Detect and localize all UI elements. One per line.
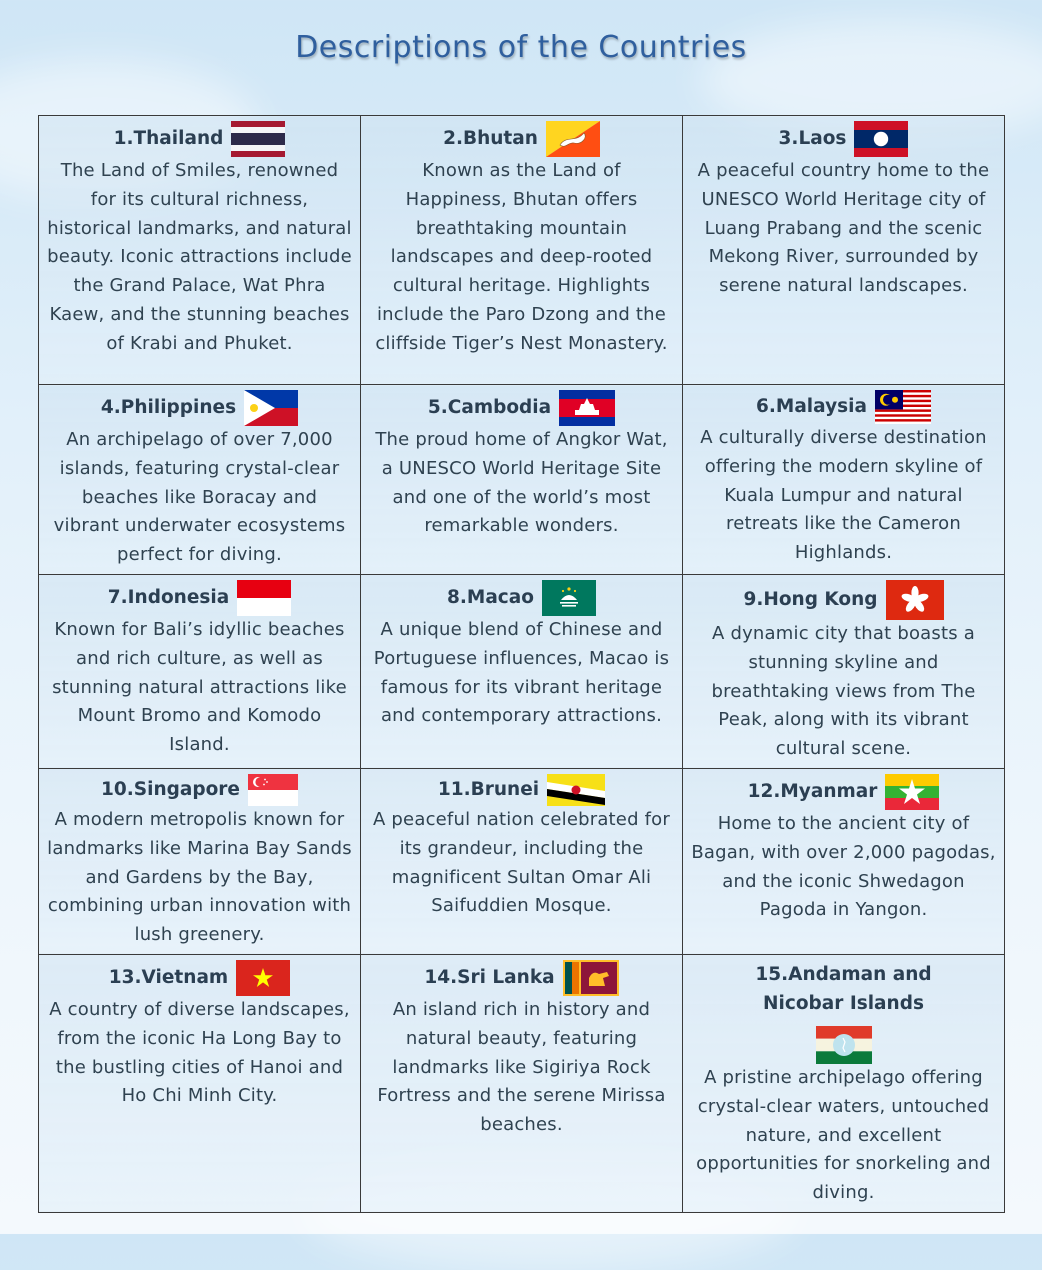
singapore-flag-icon (248, 774, 298, 806)
country-name: 9.Hong Kong (743, 588, 878, 610)
cambodia-flag-icon (559, 390, 615, 426)
country-name: 14.Sri Lanka (424, 966, 555, 988)
vietnam-flag-icon (236, 960, 290, 996)
malaysia-flag-icon (875, 390, 931, 424)
country-description: A modern metropolis known for landmarks like Marina Bay Sands and Gardens by the Bay, combining urban innovation with lush greenery. (47, 808, 352, 946)
brunei-flag-icon (547, 774, 605, 806)
country-description: A peaceful country home to the UNESCO World Heritage city of Luang Prabang and the scenic Mekong River, surrounded by serene natural landscapes. (697, 160, 990, 297)
country-name: 13.Vietnam (108, 966, 229, 988)
country-description: Home to the ancient city of Bagan, with over 2,000 pagodas, and the iconic Shwedagon Pagoda in Yangon. (691, 812, 996, 921)
country-cell-vietnam (39, 954, 361, 1212)
sri-lanka-flag-icon (563, 960, 619, 996)
country-description: A peaceful nation celebrated for its grandeur, including the magnificent Sultan Omar Ali Saifuddien Mosque. (373, 808, 670, 917)
country-description: An archipelago of over 7,000 islands, featuring crystal-clear beaches like Boracay and vibrant underwater ecosystems perfect for diving. (53, 429, 346, 566)
indonesia-flag-icon (237, 580, 291, 616)
page-title: Descriptions of the Countries (295, 30, 747, 65)
country-description: A pristine archipelago offering crystal-clear waters, untouched nature, and excellent opportunities for snorkeling and diving. (696, 1066, 991, 1204)
philippines-flag-icon (244, 390, 298, 426)
country-name: 15.Andaman and Nicobar Islands (755, 963, 932, 1014)
country-cell-thailand (39, 116, 361, 385)
country-description: A unique blend of Chinese and Portuguese influences, Macao is famous for its vibrant heritage and contemporary attractions. (373, 618, 670, 727)
myanmar-flag-icon (885, 774, 939, 810)
country-cell-andaman-nicobar (683, 954, 1005, 1212)
country-description: The Land of Smiles, renowned for its cultural richness, historical landmarks, and natural beauty. Iconic attractions include the Grand Palace, Wat Phra Kaew, and the stunning beaches of Krabi and Phuket. (47, 160, 352, 354)
country-name: 10.Singapore (101, 778, 240, 800)
country-cell-cambodia (361, 385, 683, 575)
country-name: 3.Laos (778, 128, 847, 149)
country-description: A dynamic city that boasts a stunning skyline and breathtaking views from The Peak, along with its vibrant cultural scene. (711, 622, 976, 760)
country-name: 7.Indonesia (107, 586, 230, 608)
bhutan-flag-icon (546, 121, 600, 157)
andaman-nicobar-flag-icon (816, 1026, 872, 1064)
country-cell-hong-kong (683, 574, 1005, 768)
country-description: Known as the Land of Happiness, Bhutan offers breathtaking mountain landscapes and deep-rooted cultural heritage. Highlights include the Paro Dzong and the cliffside Tiger’s Nest Monastery. (375, 160, 668, 354)
country-name: 2.Bhutan (443, 128, 538, 149)
country-cell-indonesia (39, 574, 361, 768)
country-cell-brunei (361, 768, 683, 954)
country-name: 8.Macao (447, 586, 534, 608)
country-name: 11.Brunei (437, 778, 540, 800)
country-name: 4.Philippines (100, 397, 237, 418)
macao-flag-icon (542, 580, 596, 616)
country-cell-singapore (39, 768, 361, 954)
country-cell-myanmar (683, 768, 1005, 954)
country-name: 6.Malaysia (756, 396, 867, 417)
country-name: 1.Thailand (113, 128, 224, 149)
country-cell-sri-lanka (361, 954, 683, 1212)
country-description: An island rich in history and natural beauty, featuring landmarks like Sigiriya Rock Fortress and the serene Mirissa beaches. (377, 998, 666, 1136)
country-name: 12.Myanmar (747, 780, 878, 802)
thailand-flag-icon (231, 121, 285, 157)
country-cell-macao (361, 574, 683, 768)
countries-table (38, 115, 1005, 1213)
hong-kong-flag-icon (886, 580, 944, 620)
country-cell-bhutan (361, 116, 683, 385)
country-name: 5.Cambodia (427, 397, 552, 418)
country-cell-laos (683, 116, 1005, 385)
country-description: A culturally diverse destination offering the modern skyline of Kuala Lumpur and natural retreats like the Cameron Highlands. (700, 427, 987, 564)
country-cell-philippines (39, 385, 361, 575)
country-description: A country of diverse landscapes, from the iconic Ha Long Bay to the bustling cities of Hanoi and Ho Chi Minh City. (49, 998, 350, 1107)
country-description: Known for Bali’s idyllic beaches and rich culture, as well as stunning natural attractions like Mount Bromo and Komodo Island. (52, 618, 347, 756)
laos-flag-icon (854, 121, 908, 157)
country-cell-malaysia (683, 385, 1005, 575)
country-description: The proud home of Angkor Wat, a UNESCO World Heritage Site and one of the world’s most remarkable wonders. (375, 429, 668, 537)
